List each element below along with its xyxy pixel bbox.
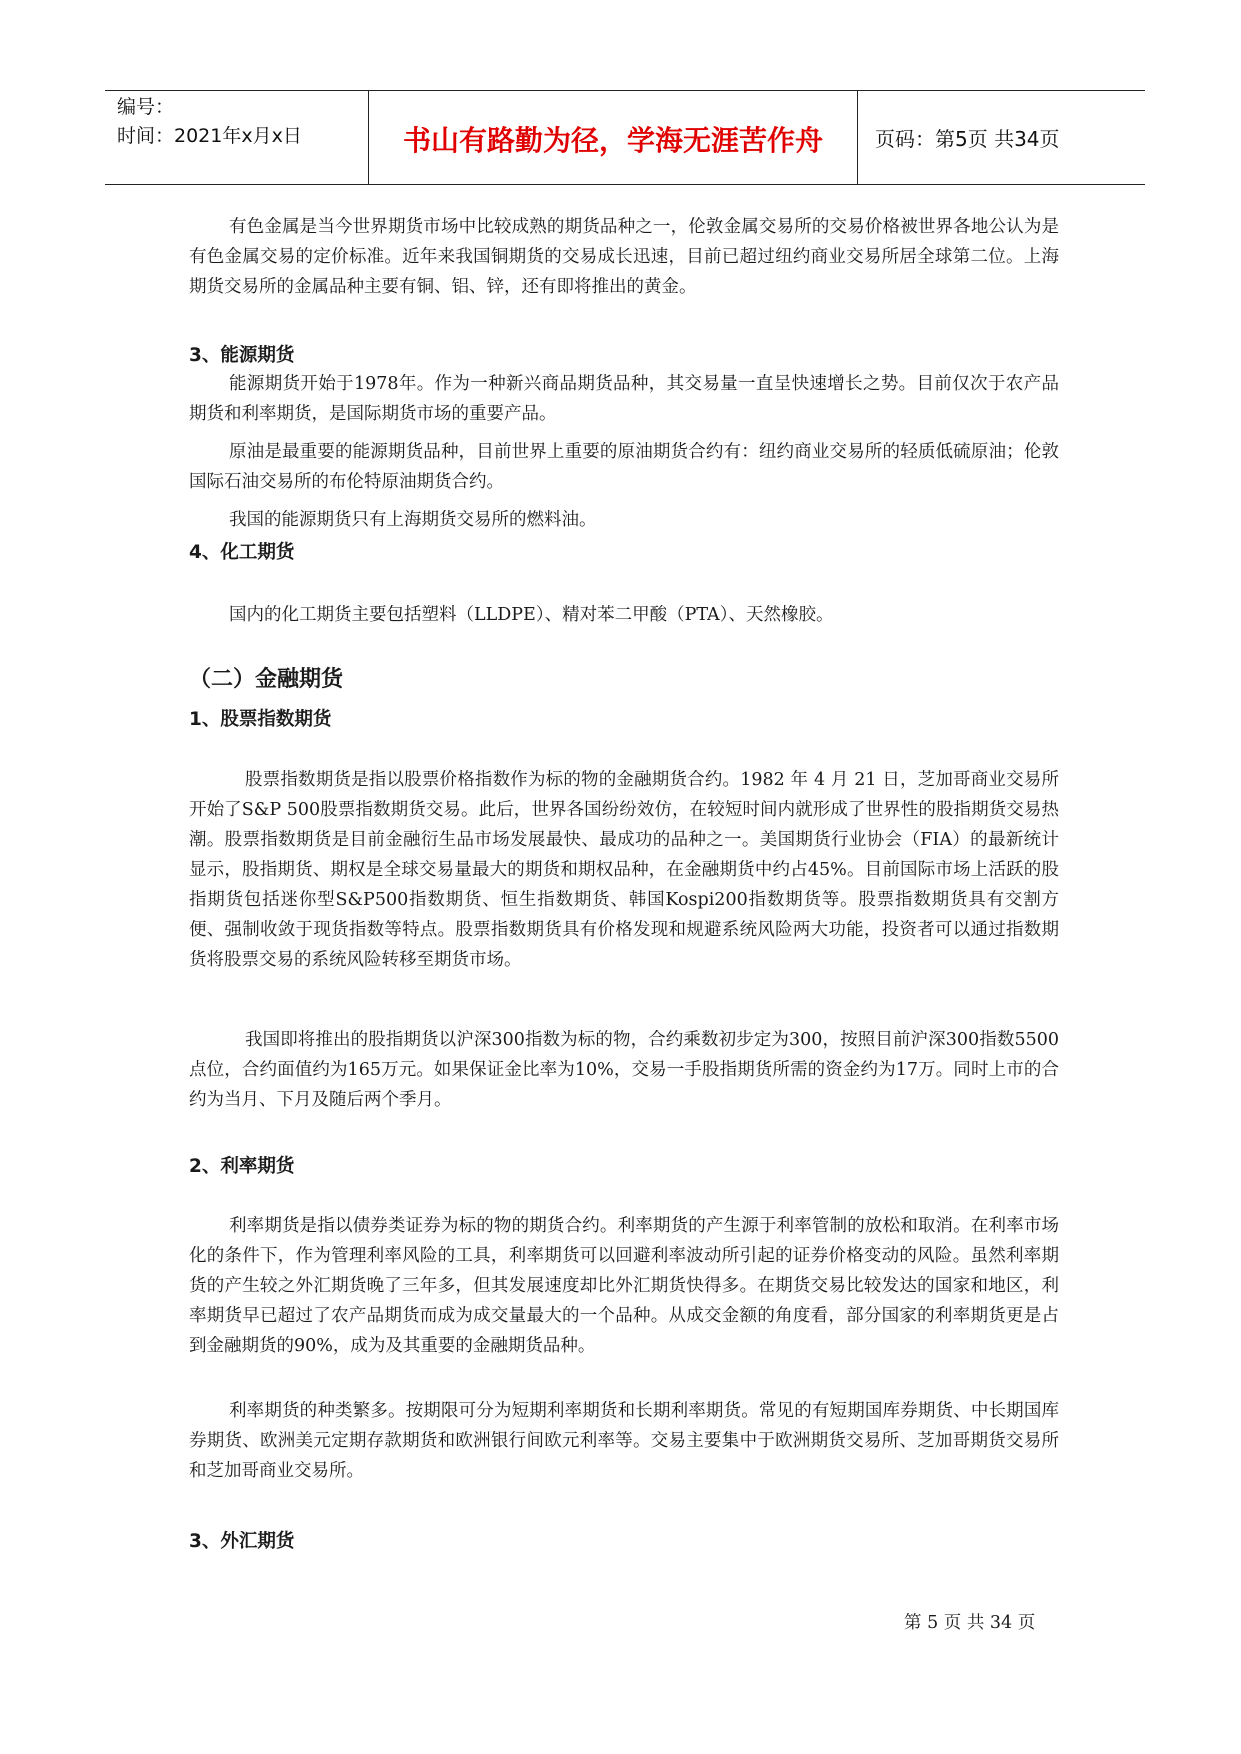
- paragraph-energy-1: 能源期货开始于1978年。作为一种新兴商品期货品种，其交易量一直呈快速增长之势。目前仅次于农产品期货和利率期货，是国际期货市场的重要产品。: [189, 374, 1059, 424]
- header-divider: [857, 91, 858, 184]
- paragraph-energy-2: 原油是最重要的能源期货品种，目前世界上重要的原油期货合约有：纽约商业交易所的轻质低硫原油；伦敦国际石油交易所的布伦特原油期货合约。: [189, 442, 1059, 492]
- header-motto: 书山有路勤为径，学海无涯苦作舟: [402, 124, 823, 157]
- header-divider: [368, 91, 369, 184]
- paragraph-interest-rate-1: 利率期货是指以债券类证券为标的物的期货合约。利率期货的产生源于利率管制的放松和取消。在利率市场化的条件下，作为管理利率风险的工具，利率期货可以回避利率波动所引起的证券价格变动的风险。虽然利率期货的产生较之外汇期货晚了三年多，但其发展速度却比外汇期货快得多。在期货交易比较发达的国家和地区，利率期货早已超过了农产品期货而成为成交量最大的一个品种。从成交金额的角度看，部分国家的利率期货更是占到金融期货的90%，成为及其重要的金融期货品种。: [189, 1216, 1059, 1356]
- header-page-info: 页码：第5页 共34页: [875, 127, 1060, 151]
- heading-energy-futures: 3、能源期货: [189, 345, 295, 366]
- page-header: [105, 90, 1145, 185]
- heading-fx-futures: 3、外汇期货: [189, 1531, 295, 1552]
- paragraph-stock-index-2: 我国即将推出的股指期货以沪深300指数为标的物，合约乘数初步定为300，按照目前沪深300指数5500点位，合约面值约为165万元。如果保证金比率为10%，交易一手股指期货所需的资金约为17万。同时上市的合约为当月、下月及随后两个季月。: [189, 1030, 1059, 1110]
- paragraph-stock-index-1: 股票指数期货是指以股票价格指数作为标的物的金融期货合约。1982 年 4 月 21 日，芝加哥商业交易所开始了S&P 500股票指数期货交易。此后，世界各国纷纷效仿，在较短时间内就形成了世界性的股指期货交易热潮。股票指数期货是目前金融衍生品市场发展最快、最成功的品种之一。美国期货行业协会（FIA）的最新统计显示，股指期货、期权是全球交易量最大的期货和期权品种，在金融期货中约占45%。目前国际市场上活跃的股指期货包括迷你型S&P500指数期货、恒生指数期货、韩国Kospi200指数期货等。股票指数期货具有交割方便、强制收敛于现货指数等特点。股票指数期货具有价格发现和规避系统风险两大功能，投资者可以通过指数期货将股票交易的系统风险转移至期货市场。: [189, 770, 1059, 970]
- paragraph-energy-3: 我国的能源期货只有上海期货交易所的燃料油。: [229, 510, 597, 530]
- heading-financial-futures: （二）金融期货: [189, 667, 344, 692]
- page-footer: 第 5 页 共 34 页: [904, 1613, 1036, 1633]
- heading-chemical-futures: 4、化工期货: [189, 542, 295, 563]
- header-meta: [117, 93, 302, 151]
- paragraph-chemical: 国内的化工期货主要包括塑料（LLDPE）、精对苯二甲酸（PTA）、天然橡胶。: [229, 605, 834, 625]
- paragraph-interest-rate-2: 利率期货的种类繁多。按期限可分为短期利率期货和长期利率期货。常见的有短期国库券期货、中长期国库券期货、欧洲美元定期存款期货和欧洲银行间欧元利率等。交易主要集中于欧洲期货交易所、芝加哥期货交易所和芝加哥商业交易所。: [189, 1401, 1059, 1481]
- heading-interest-rate-futures: 2、利率期货: [189, 1156, 295, 1177]
- paragraph-metals: 有色金属是当今世界期货市场中比较成熟的期货品种之一，伦敦金属交易所的交易价格被世界各地公认为是有色金属交易的定价标准。近年来我国铜期货的交易成长迅速，目前已超过纽约商业交易所居全球第二位。上海期货交易所的金属品种主要有铜、铝、锌，还有即将推出的黄金。: [189, 217, 1059, 297]
- document-number-label: 编号：: [117, 96, 175, 118]
- document-time-label: 时间：2021年x月x日: [117, 125, 302, 147]
- heading-stock-index-futures: 1、股票指数期货: [189, 709, 332, 730]
